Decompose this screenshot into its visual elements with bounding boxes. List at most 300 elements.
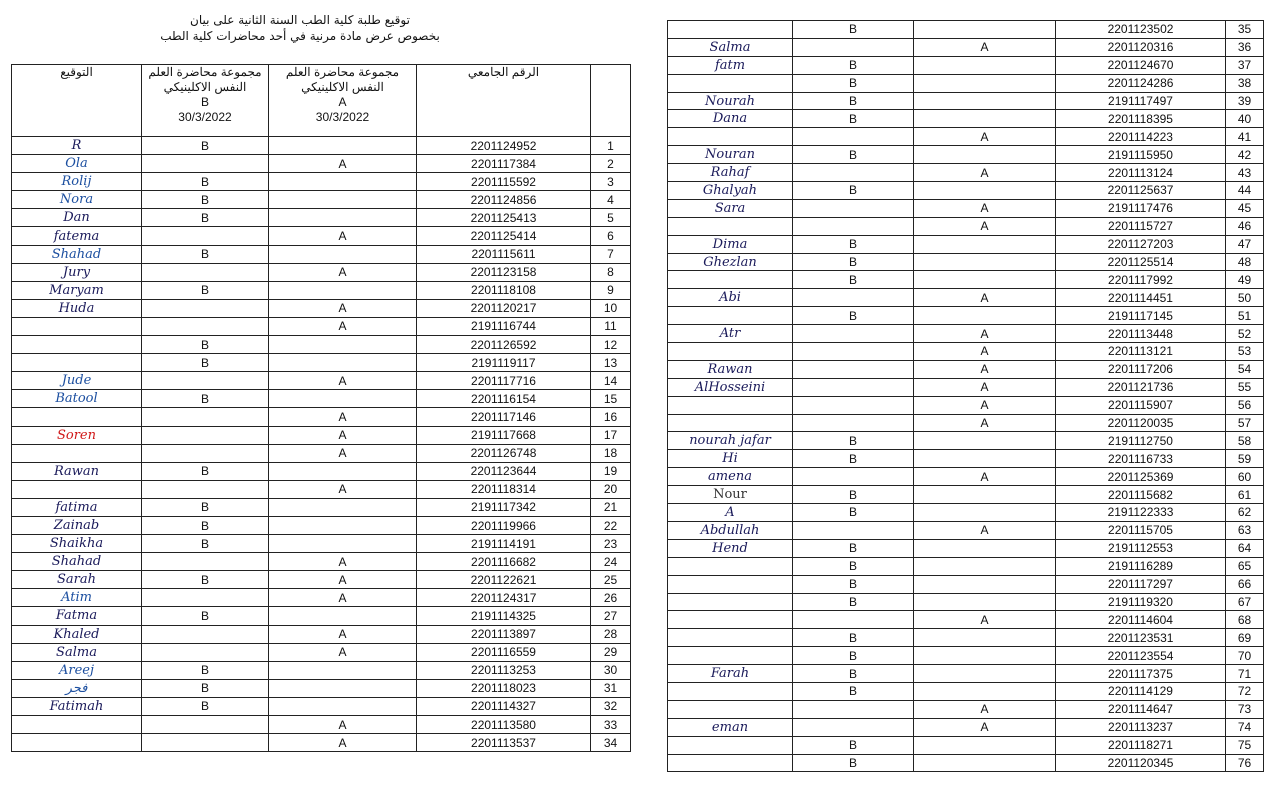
table-row (668, 682, 1264, 700)
row-number-cell: 23 (591, 535, 631, 553)
group-b-cell (793, 396, 914, 414)
group-a-cell (269, 697, 417, 715)
group-a-cell: A (914, 718, 1056, 736)
header-signature: التوقيع (12, 65, 142, 137)
group-a-cell: A (914, 164, 1056, 182)
student-id-cell: 2201117146 (417, 408, 591, 426)
group-a-cell (914, 486, 1056, 504)
signature-cell: A (668, 504, 793, 522)
signature-cell (668, 128, 793, 146)
student-id-cell: 2201123158 (417, 263, 591, 281)
group-b-cell: B (793, 432, 914, 450)
row-number-cell: 67 (1226, 593, 1264, 611)
row-number-cell: 51 (1226, 307, 1264, 325)
student-id-cell: 2191114325 (417, 607, 591, 625)
table-row (668, 718, 1264, 736)
student-id-cell: 2191117476 (1056, 199, 1226, 217)
signature-cell (668, 647, 793, 665)
row-number-cell: 74 (1226, 718, 1264, 736)
student-id-cell: 2201124317 (417, 589, 591, 607)
table-row (12, 607, 631, 625)
table-row (12, 263, 631, 281)
student-id-cell: 2201115705 (1056, 521, 1226, 539)
row-number-cell: 47 (1226, 235, 1264, 253)
group-b-cell (793, 718, 914, 736)
group-a-cell (914, 56, 1056, 74)
table-row (12, 317, 631, 335)
group-b-cell: B (793, 575, 914, 593)
group-b-cell: B (793, 593, 914, 611)
table-row (668, 146, 1264, 164)
table-row (668, 521, 1264, 539)
signature-cell: Fatma (12, 607, 142, 625)
row-number-cell: 17 (591, 426, 631, 444)
student-id-cell: 2191117145 (1056, 307, 1226, 325)
group-b-cell: B (142, 354, 269, 372)
group-b-cell: B (793, 647, 914, 665)
table-row (668, 504, 1264, 522)
signature-cell (668, 557, 793, 575)
group-b-cell: B (793, 557, 914, 575)
group-b-cell (142, 716, 269, 734)
student-id-cell: 2201117992 (1056, 271, 1226, 289)
group-b-cell (142, 553, 269, 571)
row-number-cell: 59 (1226, 450, 1264, 468)
group-a-cell (914, 307, 1056, 325)
group-a-cell: A (914, 396, 1056, 414)
signature-cell: Maryam (12, 281, 142, 299)
row-number-cell: 49 (1226, 271, 1264, 289)
group-a-cell (914, 110, 1056, 128)
student-id-cell: 2191117668 (417, 426, 591, 444)
group-b-cell: B (142, 209, 269, 227)
student-id-cell: 2201124286 (1056, 74, 1226, 92)
group-b-cell (142, 408, 269, 426)
group-b-cell: B (142, 498, 269, 516)
row-number-cell: 30 (591, 661, 631, 679)
student-id-cell: 2191119320 (1056, 593, 1226, 611)
student-id-cell: 2201113448 (1056, 325, 1226, 343)
student-id-cell: 2201113237 (1056, 718, 1226, 736)
group-b-cell (142, 444, 269, 462)
group-a-cell (914, 754, 1056, 772)
row-number-cell: 24 (591, 553, 631, 571)
student-id-cell: 2201113253 (417, 661, 591, 679)
group-b-cell (142, 643, 269, 661)
row-number-cell: 33 (591, 716, 631, 734)
row-number-cell: 56 (1226, 396, 1264, 414)
signature-cell (668, 682, 793, 700)
row-number-cell: 1 (591, 137, 631, 155)
student-id-cell: 2191117342 (417, 498, 591, 516)
signature-cell (668, 754, 793, 772)
signature-cell (668, 736, 793, 754)
group-a-cell (269, 516, 417, 534)
group-a-cell: A (914, 325, 1056, 343)
signature-cell: Jury (12, 263, 142, 281)
table-row (668, 432, 1264, 450)
signature-cell: Dima (668, 235, 793, 253)
table-row (12, 209, 631, 227)
signature-cell: Zainab (12, 516, 142, 534)
row-number-cell: 64 (1226, 539, 1264, 557)
table-row (668, 325, 1264, 343)
group-a-cell (914, 450, 1056, 468)
group-a-cell (914, 182, 1056, 200)
row-number-cell: 53 (1226, 343, 1264, 361)
row-number-cell: 16 (591, 408, 631, 426)
group-b-cell: B (793, 253, 914, 271)
signature-table-right (667, 20, 1264, 772)
signature-cell: Dana (668, 110, 793, 128)
group-a-cell (914, 629, 1056, 647)
row-number-cell: 70 (1226, 647, 1264, 665)
student-id-cell: 2201127203 (1056, 235, 1226, 253)
row-number-cell: 13 (591, 354, 631, 372)
group-a-cell: A (914, 38, 1056, 56)
group-b-cell: B (142, 516, 269, 534)
row-number-cell: 36 (1226, 38, 1264, 56)
group-a-cell: A (269, 589, 417, 607)
group-b-cell: B (142, 173, 269, 191)
table-row (668, 378, 1264, 396)
table-row (12, 679, 631, 697)
group-a-cell (269, 137, 417, 155)
group-b-cell (793, 343, 914, 361)
row-number-cell: 43 (1226, 164, 1264, 182)
table-row (12, 444, 631, 462)
student-id-cell: 2201115611 (417, 245, 591, 263)
signature-cell: فجر (12, 679, 142, 697)
group-a-cell: A (269, 571, 417, 589)
table-row (12, 426, 631, 444)
table-row (668, 21, 1264, 39)
student-id-cell: 2191112750 (1056, 432, 1226, 450)
group-b-cell (793, 325, 914, 343)
row-number-cell: 12 (591, 336, 631, 354)
group-a-cell: A (914, 468, 1056, 486)
student-id-cell: 2201126592 (417, 336, 591, 354)
group-b-cell: B (142, 281, 269, 299)
student-id-cell: 2201120316 (1056, 38, 1226, 56)
table-row (668, 199, 1264, 217)
row-number-cell: 7 (591, 245, 631, 263)
student-id-cell: 2201116559 (417, 643, 591, 661)
student-id-cell: 2191115950 (1056, 146, 1226, 164)
group-b-cell: B (142, 607, 269, 625)
student-id-cell: 2201125414 (417, 227, 591, 245)
row-number-cell: 65 (1226, 557, 1264, 575)
row-number-cell: 28 (591, 625, 631, 643)
title-line-1: توقيع طلبة كلية الطب السنة الثانية على بيان (190, 13, 410, 27)
table-row (12, 661, 631, 679)
group-a-cell (914, 92, 1056, 110)
row-number-cell: 46 (1226, 217, 1264, 235)
group-b-cell: B (142, 462, 269, 480)
signature-cell (668, 271, 793, 289)
group-a-cell (914, 432, 1056, 450)
table-row (668, 629, 1264, 647)
group-b-cell (142, 263, 269, 281)
table-row (668, 217, 1264, 235)
student-id-cell: 2191122333 (1056, 504, 1226, 522)
signature-cell: Rawan (12, 462, 142, 480)
signature-cell: Sarah (12, 571, 142, 589)
group-a-cell: A (269, 480, 417, 498)
signature-cell: Sara (668, 199, 793, 217)
group-b-cell: B (142, 661, 269, 679)
row-number-cell: 25 (591, 571, 631, 589)
group-a-cell: A (269, 734, 417, 752)
row-number-cell: 9 (591, 281, 631, 299)
signature-cell (12, 716, 142, 734)
signature-cell: Nouran (668, 146, 793, 164)
title-line-2: بخصوص عرض مادة مرنية في أحد محاضرات كلية الطب (160, 29, 440, 43)
table-row (668, 396, 1264, 414)
signature-cell: Nora (12, 191, 142, 209)
table-row (668, 754, 1264, 772)
student-id-cell: 2201123531 (1056, 629, 1226, 647)
table-row (668, 360, 1264, 378)
signature-cell: Farah (668, 665, 793, 683)
table-row (12, 390, 631, 408)
group-a-cell (269, 173, 417, 191)
group-b-cell: B (793, 450, 914, 468)
group-b-cell: B (142, 336, 269, 354)
group-b-cell: B (793, 665, 914, 683)
signature-cell (12, 354, 142, 372)
student-id-cell: 2201123554 (1056, 647, 1226, 665)
signature-cell: Ola (12, 155, 142, 173)
group-a-cell: A (269, 426, 417, 444)
group-b-cell (142, 426, 269, 444)
row-number-cell: 69 (1226, 629, 1264, 647)
table-row (12, 498, 631, 516)
signature-cell: Atr (668, 325, 793, 343)
group-a-cell: A (269, 317, 417, 335)
header-group-b: مجموعة محاضرة العلم النفس الاكلينيكي B 30/3/2022 (142, 65, 269, 137)
group-b-cell: B (142, 245, 269, 263)
group-a-cell: A (269, 299, 417, 317)
header-group-a: مجموعة محاضرة العلم النفس الاكلينيكي A 30/3/2022 (269, 65, 417, 137)
table-row (668, 38, 1264, 56)
group-a-cell (269, 390, 417, 408)
row-number-cell: 31 (591, 679, 631, 697)
group-a-cell: A (914, 378, 1056, 396)
signature-cell: Abdullah (668, 521, 793, 539)
table-row (668, 736, 1264, 754)
signature-cell (12, 444, 142, 462)
group-a-cell: A (914, 343, 1056, 361)
table-row (668, 539, 1264, 557)
group-b-cell: B (793, 235, 914, 253)
student-id-cell: 2201118023 (417, 679, 591, 697)
group-b-cell (142, 480, 269, 498)
table-row (12, 516, 631, 534)
signature-cell (12, 336, 142, 354)
row-number-cell: 15 (591, 390, 631, 408)
group-a-cell: A (914, 199, 1056, 217)
group-a-cell: A (914, 217, 1056, 235)
signature-cell: Shaikha (12, 535, 142, 553)
table-row (12, 354, 631, 372)
student-id-cell: 2201114647 (1056, 700, 1226, 718)
row-number-cell: 61 (1226, 486, 1264, 504)
row-number-cell: 42 (1226, 146, 1264, 164)
row-number-cell: 76 (1226, 754, 1264, 772)
table-row (668, 235, 1264, 253)
group-a-cell (269, 336, 417, 354)
row-number-cell: 68 (1226, 611, 1264, 629)
group-b-cell (793, 468, 914, 486)
row-number-cell: 37 (1226, 56, 1264, 74)
row-number-cell: 20 (591, 480, 631, 498)
student-id-cell: 2201121736 (1056, 378, 1226, 396)
group-a-cell: A (269, 643, 417, 661)
student-id-cell: 2201118271 (1056, 736, 1226, 754)
student-id-cell: 2201116682 (417, 553, 591, 571)
signature-cell (668, 629, 793, 647)
table-row (668, 414, 1264, 432)
table-row (668, 593, 1264, 611)
group-a-cell: A (269, 625, 417, 643)
table-row (12, 643, 631, 661)
group-a-cell (269, 535, 417, 553)
group-a-cell: A (269, 408, 417, 426)
signature-cell: Salma (12, 643, 142, 661)
row-number-cell: 35 (1226, 21, 1264, 39)
group-b-cell: B (793, 629, 914, 647)
signature-cell: Rolij (12, 173, 142, 191)
signature-cell: fatema (12, 227, 142, 245)
signature-cell: Ghezlan (668, 253, 793, 271)
group-a-cell: A (914, 700, 1056, 718)
student-id-cell: 2201118108 (417, 281, 591, 299)
row-number-cell: 48 (1226, 253, 1264, 271)
student-id-cell: 2201117384 (417, 155, 591, 173)
signature-cell: AlHosseini (668, 378, 793, 396)
signature-cell (668, 307, 793, 325)
row-number-cell: 63 (1226, 521, 1264, 539)
signature-cell (668, 700, 793, 718)
table-row (12, 462, 631, 480)
group-a-cell (914, 235, 1056, 253)
group-a-cell (914, 21, 1056, 39)
table-row (668, 92, 1264, 110)
row-number-cell: 38 (1226, 74, 1264, 92)
group-b-cell (793, 378, 914, 396)
row-number-cell: 41 (1226, 128, 1264, 146)
row-number-cell: 11 (591, 317, 631, 335)
group-b-cell (142, 589, 269, 607)
signature-cell (668, 396, 793, 414)
table-row (12, 625, 631, 643)
signature-cell: Nourah (668, 92, 793, 110)
group-b-cell: B (142, 697, 269, 715)
table-row (668, 56, 1264, 74)
student-id-cell: 2201113897 (417, 625, 591, 643)
group-b-cell (142, 299, 269, 317)
signature-cell: Dan (12, 209, 142, 227)
table-row (12, 697, 631, 715)
student-id-cell: 2201118395 (1056, 110, 1226, 128)
table-row (668, 182, 1264, 200)
group-a-cell (269, 209, 417, 227)
group-b-cell: B (793, 504, 914, 522)
signature-table-left (11, 64, 631, 752)
table-row (12, 173, 631, 191)
table-row (668, 575, 1264, 593)
row-number-cell: 5 (591, 209, 631, 227)
group-b-cell (793, 521, 914, 539)
group-a-cell: A (269, 263, 417, 281)
table-row (12, 734, 631, 752)
group-a-cell: A (914, 360, 1056, 378)
student-id-cell: 2201114223 (1056, 128, 1226, 146)
row-number-cell: 21 (591, 498, 631, 516)
signature-cell (668, 611, 793, 629)
student-id-cell: 2201123644 (417, 462, 591, 480)
student-id-cell: 2201113580 (417, 716, 591, 734)
signature-cell: fatm (668, 56, 793, 74)
student-id-cell: 2201118314 (417, 480, 591, 498)
group-b-cell: B (142, 191, 269, 209)
row-number-cell: 73 (1226, 700, 1264, 718)
table-row (668, 307, 1264, 325)
row-number-cell: 32 (591, 697, 631, 715)
group-b-cell: B (793, 682, 914, 700)
row-number-cell: 29 (591, 643, 631, 661)
table-row (12, 589, 631, 607)
student-id-cell: 2201116154 (417, 390, 591, 408)
student-id-cell: 2201124856 (417, 191, 591, 209)
signature-cell: fatima (12, 498, 142, 516)
table-row (668, 557, 1264, 575)
table-row (668, 289, 1264, 307)
group-a-cell (914, 665, 1056, 683)
group-a-cell: A (269, 227, 417, 245)
table-row (12, 480, 631, 498)
group-b-cell (793, 289, 914, 307)
group-a-cell: A (269, 444, 417, 462)
group-b-cell: B (793, 21, 914, 39)
group-a-cell (914, 557, 1056, 575)
table-row (668, 110, 1264, 128)
signature-cell: Salma (668, 38, 793, 56)
signature-cell (12, 734, 142, 752)
group-b-cell (793, 700, 914, 718)
student-id-cell: 2201125637 (1056, 182, 1226, 200)
table-row (668, 700, 1264, 718)
group-a-cell (269, 679, 417, 697)
table-row (12, 137, 631, 155)
group-b-cell: B (142, 535, 269, 553)
group-b-cell: B (793, 736, 914, 754)
signature-cell (668, 414, 793, 432)
group-b-cell: B (142, 679, 269, 697)
student-id-cell: 2201119966 (417, 516, 591, 534)
group-a-cell (914, 736, 1056, 754)
signature-cell: Huda (12, 299, 142, 317)
group-b-cell: B (793, 146, 914, 164)
group-b-cell: B (142, 137, 269, 155)
student-id-cell: 2201126748 (417, 444, 591, 462)
signature-cell (12, 317, 142, 335)
signature-cell: amena (668, 468, 793, 486)
student-id-cell: 2201114129 (1056, 682, 1226, 700)
table-row (668, 164, 1264, 182)
row-number-cell: 71 (1226, 665, 1264, 683)
